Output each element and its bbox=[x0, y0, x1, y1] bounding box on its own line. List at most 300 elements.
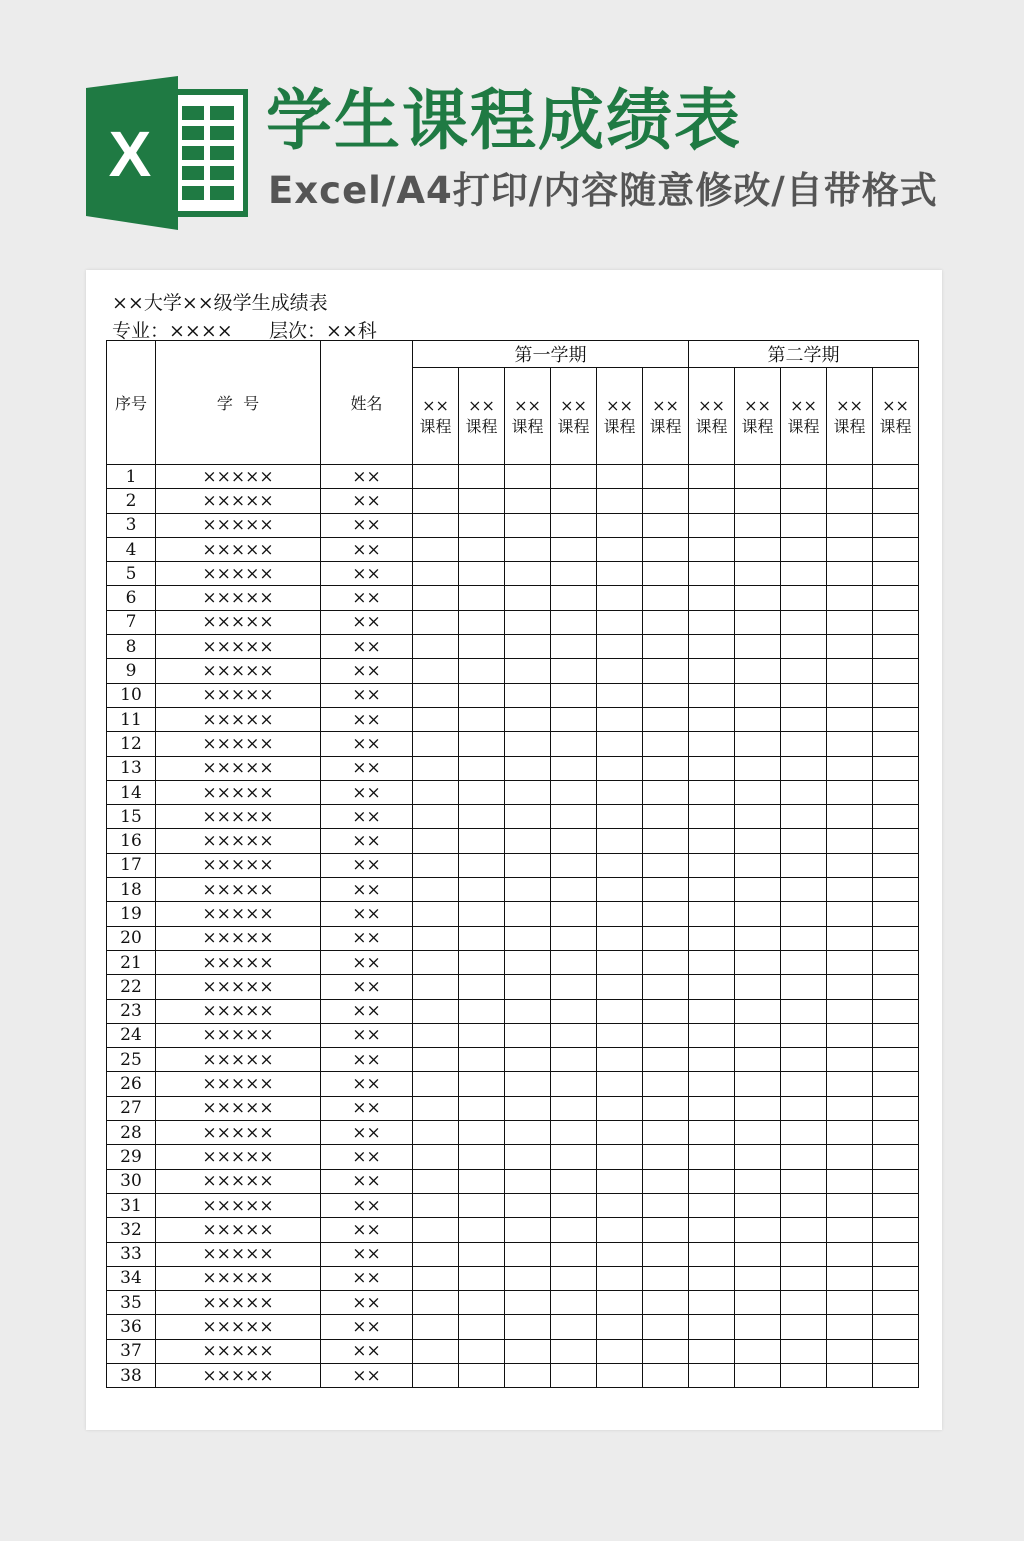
cell-grade[interactable] bbox=[551, 829, 597, 853]
cell-seq[interactable]: 9 bbox=[107, 659, 156, 683]
cell-grade[interactable] bbox=[413, 1242, 459, 1266]
cell-grade[interactable] bbox=[413, 1145, 459, 1169]
cell-grade[interactable] bbox=[735, 1072, 781, 1096]
cell-grade[interactable] bbox=[643, 1291, 689, 1315]
cell-grade[interactable] bbox=[827, 805, 873, 829]
cell-grade[interactable] bbox=[781, 1072, 827, 1096]
cell-id[interactable]: ××××× bbox=[156, 1023, 321, 1047]
cell-grade[interactable] bbox=[597, 926, 643, 950]
cell-grade[interactable] bbox=[689, 926, 735, 950]
cell-grade[interactable] bbox=[459, 878, 505, 902]
cell-grade[interactable] bbox=[781, 1193, 827, 1217]
cell-id[interactable]: ××××× bbox=[156, 999, 321, 1023]
cell-grade[interactable] bbox=[735, 926, 781, 950]
cell-seq[interactable]: 38 bbox=[107, 1363, 156, 1387]
cell-grade[interactable] bbox=[873, 1023, 919, 1047]
cell-grade[interactable] bbox=[781, 489, 827, 513]
cell-seq[interactable]: 21 bbox=[107, 950, 156, 974]
cell-grade[interactable] bbox=[735, 780, 781, 804]
cell-grade[interactable] bbox=[551, 1145, 597, 1169]
cell-grade[interactable] bbox=[597, 756, 643, 780]
cell-grade[interactable] bbox=[643, 1242, 689, 1266]
cell-grade[interactable] bbox=[413, 853, 459, 877]
cell-grade[interactable] bbox=[597, 1315, 643, 1339]
cell-grade[interactable] bbox=[873, 586, 919, 610]
cell-grade[interactable] bbox=[873, 829, 919, 853]
cell-grade[interactable] bbox=[873, 878, 919, 902]
cell-grade[interactable] bbox=[597, 1072, 643, 1096]
cell-seq[interactable]: 10 bbox=[107, 683, 156, 707]
cell-grade[interactable] bbox=[505, 732, 551, 756]
cell-grade[interactable] bbox=[827, 1145, 873, 1169]
cell-seq[interactable]: 13 bbox=[107, 756, 156, 780]
cell-grade[interactable] bbox=[505, 853, 551, 877]
cell-grade[interactable] bbox=[551, 950, 597, 974]
cell-grade[interactable] bbox=[551, 975, 597, 999]
cell-name[interactable]: ×× bbox=[321, 513, 413, 537]
cell-grade[interactable] bbox=[689, 586, 735, 610]
cell-grade[interactable] bbox=[689, 513, 735, 537]
cell-grade[interactable] bbox=[643, 829, 689, 853]
cell-grade[interactable] bbox=[413, 950, 459, 974]
cell-seq[interactable]: 35 bbox=[107, 1291, 156, 1315]
cell-grade[interactable] bbox=[551, 1363, 597, 1387]
cell-seq[interactable]: 19 bbox=[107, 902, 156, 926]
cell-grade[interactable] bbox=[505, 926, 551, 950]
cell-grade[interactable] bbox=[781, 926, 827, 950]
cell-name[interactable]: ×× bbox=[321, 950, 413, 974]
cell-grade[interactable] bbox=[873, 1291, 919, 1315]
cell-seq[interactable]: 26 bbox=[107, 1072, 156, 1096]
cell-grade[interactable] bbox=[873, 1169, 919, 1193]
cell-grade[interactable] bbox=[459, 756, 505, 780]
cell-grade[interactable] bbox=[827, 853, 873, 877]
cell-grade[interactable] bbox=[735, 1242, 781, 1266]
cell-seq[interactable]: 15 bbox=[107, 805, 156, 829]
cell-seq[interactable]: 30 bbox=[107, 1169, 156, 1193]
cell-grade[interactable] bbox=[873, 1193, 919, 1217]
cell-grade[interactable] bbox=[551, 707, 597, 731]
cell-name[interactable]: ×× bbox=[321, 805, 413, 829]
cell-grade[interactable] bbox=[551, 659, 597, 683]
cell-grade[interactable] bbox=[413, 513, 459, 537]
cell-grade[interactable] bbox=[643, 513, 689, 537]
cell-grade[interactable] bbox=[459, 1193, 505, 1217]
cell-grade[interactable] bbox=[827, 1266, 873, 1290]
cell-grade[interactable] bbox=[413, 1121, 459, 1145]
cell-grade[interactable] bbox=[551, 1339, 597, 1363]
cell-grade[interactable] bbox=[459, 1242, 505, 1266]
cell-name[interactable]: ×× bbox=[321, 999, 413, 1023]
cell-grade[interactable] bbox=[781, 1218, 827, 1242]
cell-grade[interactable] bbox=[597, 999, 643, 1023]
cell-name[interactable]: ×× bbox=[321, 1023, 413, 1047]
cell-grade[interactable] bbox=[827, 732, 873, 756]
cell-grade[interactable] bbox=[459, 1291, 505, 1315]
cell-grade[interactable] bbox=[413, 926, 459, 950]
cell-grade[interactable] bbox=[413, 1193, 459, 1217]
cell-seq[interactable]: 1 bbox=[107, 465, 156, 489]
cell-grade[interactable] bbox=[689, 1169, 735, 1193]
cell-grade[interactable] bbox=[505, 829, 551, 853]
cell-id[interactable]: ××××× bbox=[156, 950, 321, 974]
cell-grade[interactable] bbox=[781, 1023, 827, 1047]
cell-grade[interactable] bbox=[873, 1145, 919, 1169]
cell-grade[interactable] bbox=[505, 513, 551, 537]
cell-grade[interactable] bbox=[735, 1266, 781, 1290]
cell-seq[interactable]: 37 bbox=[107, 1339, 156, 1363]
cell-grade[interactable] bbox=[459, 780, 505, 804]
cell-grade[interactable] bbox=[597, 1169, 643, 1193]
cell-name[interactable]: ×× bbox=[321, 902, 413, 926]
cell-grade[interactable] bbox=[551, 610, 597, 634]
cell-grade[interactable] bbox=[689, 610, 735, 634]
cell-name[interactable]: ×× bbox=[321, 1193, 413, 1217]
cell-grade[interactable] bbox=[597, 1242, 643, 1266]
cell-id[interactable]: ××××× bbox=[156, 878, 321, 902]
cell-grade[interactable] bbox=[597, 1291, 643, 1315]
cell-id[interactable]: ××××× bbox=[156, 1169, 321, 1193]
cell-grade[interactable] bbox=[551, 999, 597, 1023]
cell-grade[interactable] bbox=[689, 1048, 735, 1072]
cell-grade[interactable] bbox=[873, 489, 919, 513]
cell-grade[interactable] bbox=[735, 562, 781, 586]
cell-grade[interactable] bbox=[689, 1291, 735, 1315]
cell-grade[interactable] bbox=[459, 829, 505, 853]
cell-grade[interactable] bbox=[597, 975, 643, 999]
cell-grade[interactable] bbox=[827, 829, 873, 853]
cell-grade[interactable] bbox=[689, 1072, 735, 1096]
cell-id[interactable]: ××××× bbox=[156, 1242, 321, 1266]
cell-grade[interactable] bbox=[413, 1023, 459, 1047]
cell-grade[interactable] bbox=[551, 1096, 597, 1120]
cell-grade[interactable] bbox=[643, 1121, 689, 1145]
cell-grade[interactable] bbox=[643, 975, 689, 999]
cell-grade[interactable] bbox=[505, 1096, 551, 1120]
cell-grade[interactable] bbox=[827, 537, 873, 561]
cell-grade[interactable] bbox=[413, 489, 459, 513]
cell-grade[interactable] bbox=[597, 586, 643, 610]
cell-grade[interactable] bbox=[551, 1315, 597, 1339]
cell-grade[interactable] bbox=[781, 1242, 827, 1266]
cell-grade[interactable] bbox=[735, 999, 781, 1023]
cell-grade[interactable] bbox=[413, 1291, 459, 1315]
cell-grade[interactable] bbox=[873, 902, 919, 926]
cell-name[interactable]: ×× bbox=[321, 732, 413, 756]
cell-id[interactable]: ××××× bbox=[156, 513, 321, 537]
cell-grade[interactable] bbox=[643, 1218, 689, 1242]
cell-name[interactable]: ×× bbox=[321, 780, 413, 804]
cell-name[interactable]: ×× bbox=[321, 1072, 413, 1096]
cell-grade[interactable] bbox=[459, 1072, 505, 1096]
cell-grade[interactable] bbox=[781, 586, 827, 610]
cell-grade[interactable] bbox=[643, 1193, 689, 1217]
cell-name[interactable]: ×× bbox=[321, 1339, 413, 1363]
cell-grade[interactable] bbox=[551, 465, 597, 489]
cell-grade[interactable] bbox=[781, 1096, 827, 1120]
cell-grade[interactable] bbox=[689, 1266, 735, 1290]
cell-grade[interactable] bbox=[551, 780, 597, 804]
cell-grade[interactable] bbox=[781, 513, 827, 537]
cell-name[interactable]: ×× bbox=[321, 562, 413, 586]
cell-grade[interactable] bbox=[551, 562, 597, 586]
cell-grade[interactable] bbox=[643, 1096, 689, 1120]
cell-grade[interactable] bbox=[827, 926, 873, 950]
cell-grade[interactable] bbox=[459, 975, 505, 999]
cell-name[interactable]: ×× bbox=[321, 1315, 413, 1339]
cell-seq[interactable]: 28 bbox=[107, 1121, 156, 1145]
cell-grade[interactable] bbox=[781, 902, 827, 926]
cell-grade[interactable] bbox=[827, 489, 873, 513]
cell-name[interactable]: ×× bbox=[321, 610, 413, 634]
cell-grade[interactable] bbox=[781, 1339, 827, 1363]
cell-grade[interactable] bbox=[827, 1048, 873, 1072]
cell-grade[interactable] bbox=[597, 829, 643, 853]
cell-grade[interactable] bbox=[781, 999, 827, 1023]
cell-grade[interactable] bbox=[827, 902, 873, 926]
cell-seq[interactable]: 8 bbox=[107, 635, 156, 659]
cell-grade[interactable] bbox=[459, 513, 505, 537]
cell-grade[interactable] bbox=[827, 1121, 873, 1145]
cell-grade[interactable] bbox=[643, 1266, 689, 1290]
cell-grade[interactable] bbox=[459, 805, 505, 829]
cell-grade[interactable] bbox=[413, 1169, 459, 1193]
cell-grade[interactable] bbox=[505, 659, 551, 683]
cell-grade[interactable] bbox=[735, 489, 781, 513]
cell-seq[interactable]: 29 bbox=[107, 1145, 156, 1169]
cell-seq[interactable]: 6 bbox=[107, 586, 156, 610]
cell-grade[interactable] bbox=[597, 1121, 643, 1145]
cell-grade[interactable] bbox=[413, 975, 459, 999]
cell-grade[interactable] bbox=[597, 513, 643, 537]
cell-seq[interactable]: 14 bbox=[107, 780, 156, 804]
cell-grade[interactable] bbox=[505, 562, 551, 586]
cell-grade[interactable] bbox=[735, 829, 781, 853]
cell-grade[interactable] bbox=[781, 1121, 827, 1145]
cell-name[interactable]: ×× bbox=[321, 707, 413, 731]
cell-grade[interactable] bbox=[597, 707, 643, 731]
cell-grade[interactable] bbox=[873, 756, 919, 780]
cell-grade[interactable] bbox=[735, 1048, 781, 1072]
cell-grade[interactable] bbox=[873, 1048, 919, 1072]
cell-grade[interactable] bbox=[643, 683, 689, 707]
cell-grade[interactable] bbox=[551, 805, 597, 829]
cell-grade[interactable] bbox=[827, 1072, 873, 1096]
cell-seq[interactable]: 22 bbox=[107, 975, 156, 999]
cell-grade[interactable] bbox=[551, 1072, 597, 1096]
cell-id[interactable]: ××××× bbox=[156, 707, 321, 731]
cell-grade[interactable] bbox=[459, 999, 505, 1023]
cell-seq[interactable]: 11 bbox=[107, 707, 156, 731]
cell-grade[interactable] bbox=[735, 1315, 781, 1339]
cell-grade[interactable] bbox=[873, 1339, 919, 1363]
cell-grade[interactable] bbox=[413, 1339, 459, 1363]
cell-grade[interactable] bbox=[505, 1291, 551, 1315]
cell-id[interactable]: ××××× bbox=[156, 586, 321, 610]
cell-grade[interactable] bbox=[873, 732, 919, 756]
cell-id[interactable]: ××××× bbox=[156, 829, 321, 853]
cell-grade[interactable] bbox=[551, 926, 597, 950]
cell-grade[interactable] bbox=[597, 465, 643, 489]
cell-grade[interactable] bbox=[735, 902, 781, 926]
cell-grade[interactable] bbox=[643, 707, 689, 731]
cell-grade[interactable] bbox=[735, 537, 781, 561]
cell-grade[interactable] bbox=[689, 756, 735, 780]
cell-grade[interactable] bbox=[781, 732, 827, 756]
cell-grade[interactable] bbox=[413, 902, 459, 926]
cell-grade[interactable] bbox=[459, 1266, 505, 1290]
cell-grade[interactable] bbox=[413, 1072, 459, 1096]
cell-grade[interactable] bbox=[505, 1363, 551, 1387]
cell-grade[interactable] bbox=[551, 1169, 597, 1193]
cell-grade[interactable] bbox=[505, 1242, 551, 1266]
cell-grade[interactable] bbox=[735, 732, 781, 756]
cell-seq[interactable]: 32 bbox=[107, 1218, 156, 1242]
cell-grade[interactable] bbox=[597, 950, 643, 974]
cell-id[interactable]: ××××× bbox=[156, 1145, 321, 1169]
cell-name[interactable]: ×× bbox=[321, 1291, 413, 1315]
cell-grade[interactable] bbox=[827, 1291, 873, 1315]
cell-grade[interactable] bbox=[505, 586, 551, 610]
cell-grade[interactable] bbox=[873, 683, 919, 707]
cell-seq[interactable]: 12 bbox=[107, 732, 156, 756]
cell-grade[interactable] bbox=[873, 1266, 919, 1290]
cell-id[interactable]: ××××× bbox=[156, 635, 321, 659]
cell-id[interactable]: ××××× bbox=[156, 1315, 321, 1339]
cell-grade[interactable] bbox=[827, 562, 873, 586]
cell-grade[interactable] bbox=[413, 780, 459, 804]
cell-grade[interactable] bbox=[459, 1363, 505, 1387]
cell-grade[interactable] bbox=[873, 562, 919, 586]
cell-grade[interactable] bbox=[505, 805, 551, 829]
cell-grade[interactable] bbox=[413, 465, 459, 489]
cell-grade[interactable] bbox=[873, 1096, 919, 1120]
cell-grade[interactable] bbox=[689, 853, 735, 877]
cell-grade[interactable] bbox=[413, 635, 459, 659]
cell-grade[interactable] bbox=[781, 707, 827, 731]
cell-grade[interactable] bbox=[735, 756, 781, 780]
cell-grade[interactable] bbox=[827, 1339, 873, 1363]
cell-grade[interactable] bbox=[459, 707, 505, 731]
cell-grade[interactable] bbox=[643, 465, 689, 489]
cell-id[interactable]: ××××× bbox=[156, 1096, 321, 1120]
cell-grade[interactable] bbox=[597, 537, 643, 561]
cell-grade[interactable] bbox=[551, 1266, 597, 1290]
cell-grade[interactable] bbox=[505, 975, 551, 999]
cell-grade[interactable] bbox=[827, 878, 873, 902]
cell-grade[interactable] bbox=[735, 1169, 781, 1193]
cell-grade[interactable] bbox=[413, 756, 459, 780]
cell-grade[interactable] bbox=[413, 707, 459, 731]
cell-name[interactable]: ×× bbox=[321, 465, 413, 489]
cell-grade[interactable] bbox=[781, 878, 827, 902]
cell-grade[interactable] bbox=[597, 1023, 643, 1047]
cell-grade[interactable] bbox=[505, 780, 551, 804]
cell-grade[interactable] bbox=[735, 878, 781, 902]
cell-grade[interactable] bbox=[689, 465, 735, 489]
cell-grade[interactable] bbox=[689, 1023, 735, 1047]
cell-grade[interactable] bbox=[781, 829, 827, 853]
cell-grade[interactable] bbox=[505, 537, 551, 561]
cell-grade[interactable] bbox=[505, 1121, 551, 1145]
cell-seq[interactable]: 24 bbox=[107, 1023, 156, 1047]
cell-grade[interactable] bbox=[735, 465, 781, 489]
cell-grade[interactable] bbox=[689, 1339, 735, 1363]
cell-grade[interactable] bbox=[689, 659, 735, 683]
cell-name[interactable]: ×× bbox=[321, 829, 413, 853]
cell-name[interactable]: ×× bbox=[321, 756, 413, 780]
cell-grade[interactable] bbox=[551, 683, 597, 707]
cell-grade[interactable] bbox=[505, 683, 551, 707]
cell-grade[interactable] bbox=[459, 902, 505, 926]
cell-grade[interactable] bbox=[735, 975, 781, 999]
cell-grade[interactable] bbox=[735, 1193, 781, 1217]
cell-name[interactable]: ×× bbox=[321, 1121, 413, 1145]
cell-grade[interactable] bbox=[689, 489, 735, 513]
cell-grade[interactable] bbox=[781, 780, 827, 804]
cell-grade[interactable] bbox=[643, 489, 689, 513]
cell-grade[interactable] bbox=[827, 586, 873, 610]
cell-grade[interactable] bbox=[597, 659, 643, 683]
cell-seq[interactable]: 23 bbox=[107, 999, 156, 1023]
cell-grade[interactable] bbox=[735, 1339, 781, 1363]
cell-grade[interactable] bbox=[643, 610, 689, 634]
cell-grade[interactable] bbox=[505, 756, 551, 780]
cell-grade[interactable] bbox=[689, 1193, 735, 1217]
cell-grade[interactable] bbox=[643, 537, 689, 561]
cell-grade[interactable] bbox=[597, 1193, 643, 1217]
cell-grade[interactable] bbox=[505, 950, 551, 974]
cell-grade[interactable] bbox=[459, 586, 505, 610]
cell-grade[interactable] bbox=[459, 1169, 505, 1193]
cell-grade[interactable] bbox=[643, 1169, 689, 1193]
cell-grade[interactable] bbox=[551, 1242, 597, 1266]
cell-grade[interactable] bbox=[643, 1315, 689, 1339]
cell-grade[interactable] bbox=[643, 562, 689, 586]
cell-grade[interactable] bbox=[735, 1363, 781, 1387]
cell-seq[interactable]: 17 bbox=[107, 853, 156, 877]
cell-id[interactable]: ××××× bbox=[156, 1291, 321, 1315]
cell-id[interactable]: ××××× bbox=[156, 1072, 321, 1096]
cell-grade[interactable] bbox=[551, 1121, 597, 1145]
cell-grade[interactable] bbox=[551, 513, 597, 537]
cell-grade[interactable] bbox=[873, 465, 919, 489]
cell-name[interactable]: ×× bbox=[321, 1096, 413, 1120]
cell-grade[interactable] bbox=[689, 1363, 735, 1387]
cell-grade[interactable] bbox=[873, 1072, 919, 1096]
cell-grade[interactable] bbox=[689, 780, 735, 804]
cell-grade[interactable] bbox=[781, 1145, 827, 1169]
cell-grade[interactable] bbox=[413, 537, 459, 561]
cell-grade[interactable] bbox=[643, 902, 689, 926]
cell-seq[interactable]: 34 bbox=[107, 1266, 156, 1290]
cell-grade[interactable] bbox=[459, 659, 505, 683]
cell-seq[interactable]: 33 bbox=[107, 1242, 156, 1266]
cell-grade[interactable] bbox=[827, 683, 873, 707]
cell-grade[interactable] bbox=[735, 707, 781, 731]
cell-grade[interactable] bbox=[689, 805, 735, 829]
cell-grade[interactable] bbox=[643, 659, 689, 683]
cell-name[interactable]: ×× bbox=[321, 659, 413, 683]
cell-name[interactable]: ×× bbox=[321, 975, 413, 999]
cell-id[interactable]: ××××× bbox=[156, 756, 321, 780]
cell-seq[interactable]: 4 bbox=[107, 537, 156, 561]
cell-grade[interactable] bbox=[413, 878, 459, 902]
cell-grade[interactable] bbox=[873, 950, 919, 974]
cell-grade[interactable] bbox=[597, 489, 643, 513]
cell-grade[interactable] bbox=[551, 853, 597, 877]
cell-id[interactable]: ××××× bbox=[156, 659, 321, 683]
